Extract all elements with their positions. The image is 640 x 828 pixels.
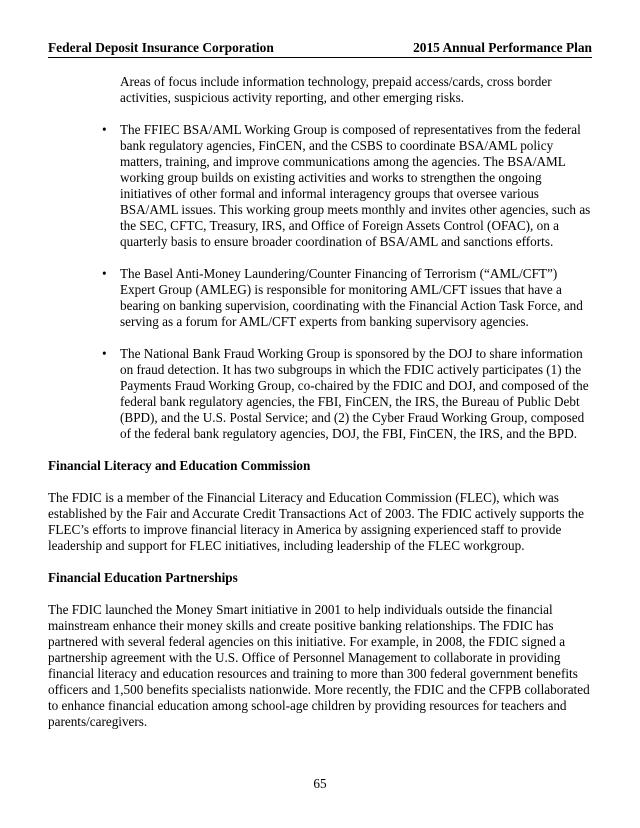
page-number: 65 <box>313 776 327 791</box>
section-body-flec: The FDIC is a member of the Financial Literacy and Education Commission (FLEC), which was established by the Fair and Accurate Credit Transactions Act of 2003. The FDIC actively supports the FLEC’s efforts to improve financial literacy in America by assigning experienced staff to provide leadership and support for FLEC initiatives, including leadership of the FLEC workgroup. <box>48 490 584 553</box>
section-heading-partnerships: Financial Education Partnerships <box>48 570 238 585</box>
header-org: Federal Deposit Insurance Corporation <box>48 40 274 55</box>
bullet-text: The Basel Anti-Money Laundering/Counter Financing of Terrorism (“AML/CFT”) Expert Group (AMLEG) is responsible for monitoring AML/CFT issues that have a bearing on banking supervision, coordinating with the Financial Action Task Force, and serving as a forum for AML/CFT experts from banking supervisory agencies. <box>120 266 583 329</box>
bullet-item <box>48 122 594 250</box>
bullet-icon: • <box>102 346 107 361</box>
section-body-partnerships: The FDIC launched the Money Smart initiative in 2001 to help individuals outside the financial mainstream enhance their money skills and create positive banking relationships. The FDIC has partnered with several federal agencies on this initiative. For example, in 2008, the FDIC signed a partnership agreement with the U.S. Office of Personnel Management to collaborate in providing financial literacy and education resources and training to more than 300 federal government benefits officers and 1,500 benefits specialists nationwide. More recently, the FDIC and the CFPB collaborated to enhance financial education among school-age children by providing resources for teachers and parents/caregivers. <box>48 602 590 729</box>
bullet-icon: • <box>102 122 107 137</box>
bullet-item <box>48 346 594 442</box>
page-body <box>48 74 594 746</box>
bullet-icon: • <box>102 266 107 281</box>
section-heading-flec: Financial Literacy and Education Commission <box>48 458 311 473</box>
bullet-text: The National Bank Fraud Working Group is sponsored by the DOJ to share information on fraud detection. It has two subgroups in which the FDIC actively participates (1) the Payments Fraud Working Group, co-chaired by the FDIC and DOJ, and composed of the federal bank regulatory agencies, the FBI, FinCEN, the IRS, the Bureau of Public Debt (BPD), and the U.S. Postal Service; and (2) the Cyber Fraud Working Group, composed of the federal bank regulatory agencies, DOJ, the FBI, FinCEN, the IRS, and the BPD. <box>120 346 589 441</box>
bullet-item <box>48 266 594 330</box>
bullet-list <box>48 122 594 442</box>
header-title: 2015 Annual Performance Plan <box>413 40 592 55</box>
page-header <box>48 40 592 58</box>
bullet-text: The FFIEC BSA/AML Working Group is composed of representatives from the federal bank regulatory agencies, FinCEN, and the CSBS to coordinate BSA/AML policy matters, training, and improve communications among the agencies. The BSA/AML working group builds on existing activities and works to strengthen the ongoing initiatives of other formal and informal interagency groups that oversee various BSA/AML issues. This working group meets monthly and invites other agencies, such as the SEC, CFTC, Treasury, IRS, and Office of Foreign Assets Control (OFAC), on a quarterly basis to ensure broader coordination of BSA/AML and sanctions efforts. <box>120 122 591 249</box>
continuation-text: Areas of focus include information technology, prepaid access/cards, cross border activities, suspicious activity reporting, and other emerging risks. <box>120 74 552 105</box>
